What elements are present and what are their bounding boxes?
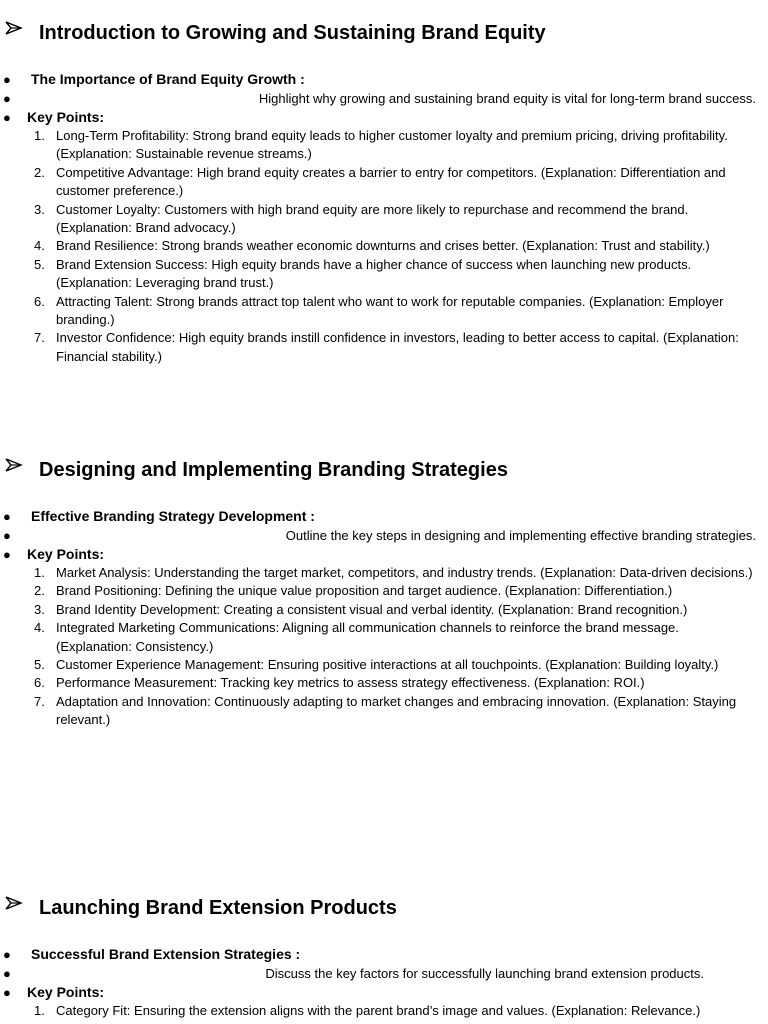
key-points-label: Key Points: — [27, 109, 105, 125]
item-number: 1. — [34, 565, 45, 580]
section-brand-extension — [0, 895, 768, 1020]
item-number: 5. — [34, 256, 45, 272]
key-points-list — [0, 564, 756, 730]
subtitle-row — [0, 945, 768, 964]
bullet-dot-icon: ● — [3, 110, 11, 125]
list-item — [34, 293, 756, 330]
item-text: Brand Extension Success: High equity brands have a higher chance of success when launching new products. (Explanation: Leveraging brand trust.) — [56, 256, 692, 291]
item-number: 7. — [34, 330, 45, 346]
key-points-list — [0, 1002, 756, 1020]
key-points-row — [0, 108, 768, 127]
section-title: Designing and Implementing Branding Strategies — [39, 459, 508, 481]
subsection-title: The Importance of Brand Equity Growth : — [31, 71, 305, 87]
item-number: 3. — [34, 601, 45, 617]
section-heading — [0, 457, 768, 487]
key-points-label: Key Points: — [27, 984, 105, 1000]
item-text: Long-Term Profitability: Strong brand equity leads to higher customer loyalty and premium pricing, driving profitability. (Explanation: Sustainable revenue streams.) — [56, 128, 728, 162]
list-item — [34, 237, 756, 255]
list-item — [34, 693, 756, 730]
item-text: Brand Identity Development: Creating a consistent visual and verbal identity. (Explanation: Brand recognition.) — [56, 601, 688, 617]
list-item — [34, 1002, 756, 1020]
item-text: Customer Loyalty: Customers with high brand equity are more likely to repurchase and recommend the brand. (Explanation: Brand advocacy.) — [56, 201, 689, 236]
subtitle-row — [0, 507, 768, 526]
list-item — [34, 564, 756, 582]
goal-text: Discuss the key factors for successfully launching brand extension products. — [265, 966, 704, 981]
list-item — [34, 127, 756, 164]
section-title: Launching Brand Extension Products — [39, 897, 397, 919]
arrowhead-bullet-icon — [5, 457, 23, 475]
list-item — [34, 201, 756, 238]
item-number: 4. — [34, 238, 45, 254]
section-title: Introduction to Growing and Sustaining Brand Equity — [39, 22, 546, 44]
item-text: Performance Measurement: Tracking key metrics to assess strategy effectiveness. (Explanation: ROI.) — [56, 675, 645, 691]
item-number: 2. — [34, 583, 45, 599]
item-text: Market Analysis: Understanding the target market, competitors, and industry trends. (Explanation: Data-driven decisions.) — [56, 565, 753, 580]
item-number: 1. — [34, 1003, 45, 1018]
key-points-label: Key Points: — [27, 546, 105, 562]
key-points-row — [0, 983, 768, 1002]
item-number: 5. — [34, 657, 45, 673]
bullet-dot-icon: ● — [3, 72, 11, 87]
section-branding-strategies — [0, 457, 768, 730]
item-text: Integrated Marketing Communications: Aligning all communication channels to reinforce the brand message. (Explanation: Consistency.) — [56, 620, 679, 654]
item-number: 2. — [34, 164, 45, 180]
goal-row — [0, 964, 768, 983]
key-points-row — [0, 545, 768, 564]
goal-text: Outline the key steps in designing and implementing effective branding strategies. — [285, 528, 756, 543]
list-item — [34, 619, 756, 656]
list-item — [34, 601, 756, 619]
item-text: Investor Confidence: High equity brands instill confidence in investors, leading to better access to capital. (Explanation: Financial stability.) — [56, 330, 739, 364]
goal-row — [0, 526, 768, 545]
item-number: 3. — [34, 201, 45, 217]
item-number: 7. — [34, 693, 45, 709]
section-heading — [0, 895, 768, 925]
bullet-dot-icon: ● — [3, 966, 11, 981]
goal-row — [0, 89, 768, 108]
item-text: Customer Experience Management: Ensuring positive interactions at all touchpoints. (Explanation: Building loyalty.) — [56, 657, 719, 673]
section-brand-equity — [0, 20, 768, 366]
item-number: 4. — [34, 620, 45, 636]
bullet-dot-icon: ● — [3, 985, 11, 1000]
subsection-title: Effective Branding Strategy Development : — [31, 508, 315, 524]
key-points-list — [0, 127, 756, 366]
bullet-dot-icon: ● — [3, 509, 11, 524]
item-text: Category Fit: Ensuring the extension aligns with the parent brand’s image and values. (Explanation: Relevance.) — [56, 1003, 701, 1018]
bullet-dot-icon: ● — [3, 528, 11, 543]
bullet-dot-icon: ● — [3, 947, 11, 962]
item-text: Competitive Advantage: High brand equity creates a barrier to entry for competitors. (Explanation: Differentiation and customer preference.) — [56, 164, 726, 199]
arrowhead-bullet-icon — [5, 895, 23, 913]
item-text: Brand Resilience: Strong brands weather economic downturns and crises better. (Explanation: Trust and stability.) — [56, 238, 710, 254]
item-text: Attracting Talent: Strong brands attract top talent who want to work for reputable companies. (Explanation: Employer branding.) — [56, 293, 724, 328]
section-heading — [0, 20, 768, 50]
bullet-dot-icon: ● — [3, 91, 11, 106]
list-item — [34, 674, 756, 692]
list-item — [34, 256, 756, 293]
arrowhead-bullet-icon — [5, 20, 23, 38]
list-item — [34, 656, 756, 674]
item-number: 6. — [34, 675, 45, 691]
item-number: 6. — [34, 293, 45, 309]
list-item — [34, 329, 756, 366]
item-number: 1. — [34, 128, 45, 143]
list-item — [34, 164, 756, 201]
item-text: Adaptation and Innovation: Continuously adapting to market changes and embracing innovation. (Explanation: Staying relevant.) — [56, 693, 737, 728]
goal-text: Highlight why growing and sustaining brand equity is vital for long-term brand success. — [258, 91, 756, 106]
bullet-dot-icon: ● — [3, 547, 11, 562]
item-text: Brand Positioning: Defining the unique value proposition and target audience. (Explanation: Differentiation.) — [56, 583, 673, 599]
list-item — [34, 582, 756, 600]
subsection-title: Successful Brand Extension Strategies : — [31, 946, 301, 962]
subtitle-row — [0, 70, 768, 89]
